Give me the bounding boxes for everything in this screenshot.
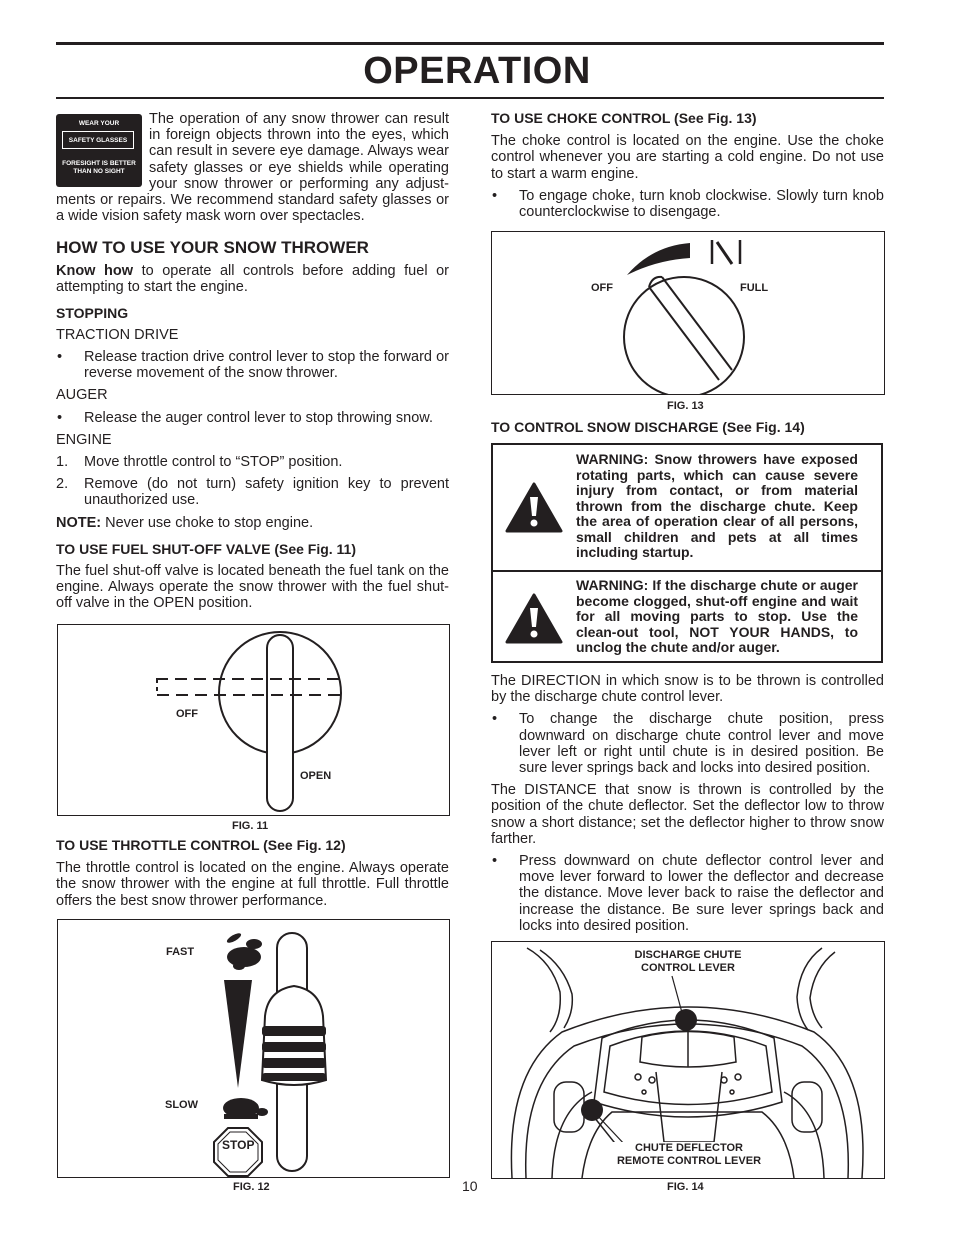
engine-step-1: [56, 454, 449, 470]
choke-bullet: • To engage choke, turn knob clockwise. Slowly turn knob counterclockwise to disengage.: [492, 187, 884, 221]
throttle-heading: TO USE THROTTLE CONTROL (See Fig. 12): [56, 837, 346, 853]
choke-bullet-text: To engage choke, turn knob clockwise. Slowly turn knob counterclockwise to disengage.: [519, 187, 884, 221]
fig-13-box: [491, 231, 885, 395]
discharge-heading: TO CONTROL SNOW DISCHARGE (See Fig. 14): [491, 419, 805, 435]
sign-line-1: WEAR YOUR: [78, 120, 120, 127]
stopping-heading: STOPPING: [56, 304, 129, 321]
fig14-bottom-label-line: CHUTE DEFLECTOR: [635, 1142, 743, 1154]
left-column: [56, 240, 449, 612]
traction-label: TRACTION DRIVE: [56, 326, 179, 343]
choke-illustration: [492, 232, 884, 394]
fig-13-caption: FIG. 13: [667, 400, 704, 412]
note-text: Never use choke to stop engine.: [101, 514, 314, 531]
auger-bullet: • Release the auger control lever to stop throwing snow.: [56, 410, 449, 426]
warning-triangle-icon: [505, 482, 563, 534]
warning-1-text: WARNING: Snow throwers have exposed rotating parts, which can cause severe injury from contact, or from material thrown from the discharge chute. Keep the area of operation clear of all persons, small children and pets at all times including startup.: [576, 451, 858, 560]
intro-line: can result in severe eye damage. Always wear: [149, 143, 449, 160]
know-how-para: [56, 263, 449, 295]
step-number: 1.: [56, 454, 69, 471]
step-number: 2.: [56, 476, 69, 493]
intro-line: in foreign objects thrown into the eyes, which: [149, 127, 449, 144]
fig-11-box: [57, 624, 450, 816]
fig-14-caption: FIG. 14: [667, 1181, 704, 1193]
note-para: [56, 515, 449, 531]
fig11-open-label: OPEN: [300, 770, 332, 782]
header-rule-bottom: [56, 97, 884, 99]
fig-11-caption: FIG. 11: [232, 820, 269, 832]
warning-divider: [493, 570, 881, 572]
engine-step-1-text: Move throttle control to “STOP” position.: [84, 454, 343, 471]
fig13-off-label: OFF: [591, 282, 613, 294]
header-rule-top: [56, 42, 884, 45]
fig-14-box: [491, 941, 885, 1179]
intro-line: safety glasses or eye shields while operating: [149, 159, 449, 176]
page-title: OPERATION: [363, 50, 591, 92]
turtle-icon: [223, 1098, 268, 1119]
intro-line: your snow thrower or performing any adjust-: [149, 175, 449, 192]
choke-text: The choke control is located on the engine. Use the choke control whenever you are starting a cold engine. Do not use to start a warm engine.: [491, 133, 884, 182]
direction-bullet-text: To change the discharge chute position, press downward on discharge chute control lever and move lever left or right until chute is in desired position. Be sure lever springs back and locks into desired position.: [519, 711, 884, 777]
auger-bullet-text: Release the auger control lever to stop throwing snow.: [84, 409, 434, 426]
page-number: 10: [462, 1178, 478, 1194]
warning-box: [491, 443, 883, 663]
warning-2-text: WARNING: If the discharge chute or auger become clogged, shut-off engine and wait for all moving parts to stop. Use the clean-out tool, NOT YOUR HANDS, to unclog the chute and/or auger.: [576, 577, 858, 655]
distance-bullet: • Press downward on chute deflector control lever and move lever forward to lower the deflector and decrease the distance. Move lever back to raise the deflector and increase the distance. Be sure lever springs back and locks into desired position.: [492, 853, 884, 934]
warning-triangle-icon: [505, 593, 563, 645]
intro-rest-text: ments or repairs. We recommend standard safety glasses or a wide vision safety mask worn over spectacles.: [56, 192, 449, 225]
throttle-section: [56, 837, 449, 909]
fuel-valve-illustration: [58, 625, 449, 815]
fuel-text: The fuel shut-off valve is located beneath the fuel tank on the engine. Always operate the snow thrower with the fuel shut-off valve in the OPEN position.: [56, 563, 449, 612]
how-to-heading: HOW TO USE YOUR SNOW THROWER: [56, 238, 369, 257]
fig14-top-label: [618, 949, 758, 975]
fig12-stop-label: STOP: [222, 1138, 255, 1152]
fuel-heading: TO USE FUEL SHUT-OFF VALVE (See Fig. 11): [56, 540, 357, 557]
discharge-heading-wrap: [491, 419, 884, 435]
know-how-text: to operate all controls before adding fuel or attempting to start the engine.: [56, 263, 449, 296]
fig14-top-label-line: CONTROL LEVER: [641, 962, 735, 974]
intro-line: The operation of any snow thrower can result: [149, 111, 449, 127]
sign-line-4: THAN NO SIGHT: [73, 168, 125, 175]
distance-text: The DISTANCE that snow is thrown is controlled by the position of the chute deflector. Set the deflector low to throw snow a short distance; set the deflector higher to throw snow farther.: [491, 782, 884, 847]
note-bold: NOTE:: [56, 514, 102, 531]
traction-bullet: • Release traction drive control lever to stop the forward or reverse movement of the snow thrower.: [57, 349, 449, 382]
sign-line-3: FORESIGHT IS BETTER: [62, 160, 136, 167]
distance-bullet-text: Press downward on chute deflector control lever and move lever forward to lower the deflector and decrease the distance. Move lever back to raise the deflector and increase the distance. Be sure lever springs back and locks into desired position.: [519, 853, 884, 934]
intro-wrap: [149, 111, 449, 192]
safety-glasses-sign: [56, 114, 142, 187]
engine-label: ENGINE: [56, 431, 112, 448]
intro-rest: [56, 192, 449, 224]
direction-bullet: • To change the discharge chute position, press downward on discharge chute control lever and move lever left or right until chute is in desired position. Be sure lever springs back and locks into desired position.: [492, 711, 884, 777]
rabbit-icon: [226, 931, 262, 970]
direction-section: [491, 673, 884, 934]
fig14-top-label-line: DISCHARGE CHUTE: [634, 949, 742, 961]
choke-heading: TO USE CHOKE CONTROL (See Fig. 13): [491, 110, 757, 126]
fig-12-caption: FIG. 12: [233, 1181, 270, 1193]
fig11-off-label: OFF: [176, 708, 198, 720]
auger-label: AUGER: [56, 387, 108, 404]
throttle-text: The throttle control is located on the engine. Always operate the snow thrower with the engine at full throttle. Full throttle offers the best snow thrower performance.: [56, 860, 449, 909]
fig-12-box: [57, 919, 450, 1178]
engine-step-2-text: Remove (do not turn) safety ignition key to prevent unauthorized use.: [84, 476, 449, 509]
fig13-full-label: FULL: [740, 282, 769, 294]
engine-step-2: [56, 476, 449, 508]
traction-bullet-text: Release traction drive control lever to stop the forward or reverse movement of the snow thrower.: [84, 349, 449, 382]
sign-line-2: SAFETY GLASSES: [62, 131, 134, 149]
fig14-bottom-label-line: REMOTE CONTROL LEVER: [616, 1155, 762, 1167]
fig12-fast-label: FAST: [166, 946, 195, 958]
fig14-bottom-label: [594, 1142, 784, 1168]
direction-text: The DIRECTION in which snow is to be thrown is controlled by the discharge chute control lever.: [491, 673, 884, 706]
choke-section: [491, 110, 884, 220]
know-how-bold: Know how: [56, 263, 134, 280]
fig12-slow-label: SLOW: [165, 1099, 198, 1111]
